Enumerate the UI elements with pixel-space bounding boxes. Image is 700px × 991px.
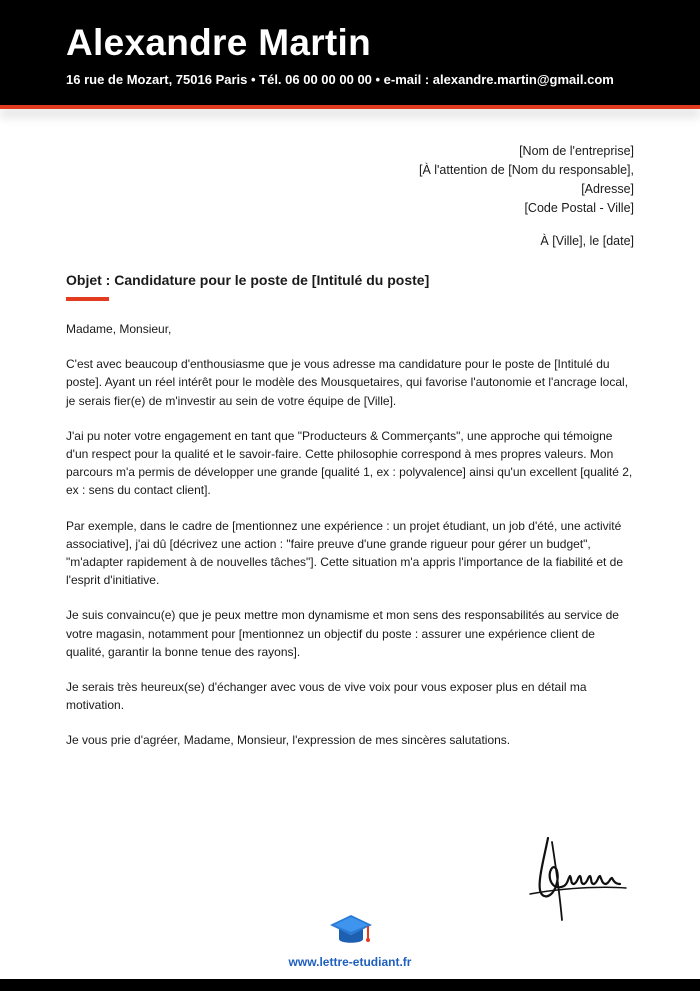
paragraph-2: J'ai pu noter votre engagement en tant que "Producteurs & Commerçants", une approche qui témoigne d'un respect pour la qualité et le savoir-faire. Cette philosophie correspond à mes propres valeurs. Mon parcours m'a permis de développer une grande [qualité 1, ex : polyvalence] ainsi qu'un excellent [qualité 2, ex : sens du contact client].: [66, 428, 633, 498]
paragraph-5: Je serais très heureux(se) d'échanger avec vous de vive voix pour vous exposer plus en détail ma motivation.: [66, 680, 587, 713]
website-link[interactable]: www.lettre-etudiant.fr: [288, 955, 412, 969]
header-band: [0, 0, 700, 105]
header-accent-line: [0, 105, 700, 109]
letter-subject: Objet : Candidature pour le poste de [Intitulé du poste]: [66, 272, 430, 288]
closing: Je vous prie d'agréer, Madame, Monsieur, l'expression de mes sincères salutations.: [66, 733, 511, 748]
applicant-contact: 16 rue de Mozart, 75016 Paris • Tél. 06 00 00 00 00 • e-mail : alexandre.martin@gmail.com: [66, 72, 614, 87]
subject-underline: [66, 297, 109, 301]
paragraph-1: C'est avec beaucoup d'enthousiasme que je vous adresse ma candidature pour le poste de [Intitulé du poste]. Ayant un réel intérêt pour le modèle des Mousquetaires, qui favorise l'autonomie et l'ancrage local, je serais fier(e) de m'investir au sein de votre équipe de [Ville].: [66, 357, 629, 408]
salutation: Madame, Monsieur,: [66, 322, 172, 336]
place-date: À [Ville], le [date]: [540, 234, 634, 248]
graduation-cap-icon: [328, 913, 374, 949]
recipient-address: [Adresse]: [581, 182, 634, 196]
footer-band: [0, 979, 700, 991]
signature-icon: [522, 828, 632, 928]
applicant-name: Alexandre Martin: [66, 22, 371, 63]
paragraph-3: Par exemple, dans le cadre de [mentionnez une expérience : un projet étudiant, un job d'été, une activité associative], j'ai dû [décrivez une action : "faire preuve d'une grande rigueur pour gérer un budget", "m'adapter rapidement à de nouvelles tâches"]. Cette situation m'a appris l'importance de la fiabilité et de l'esprit d'initiative.: [66, 518, 624, 588]
letter-body: [66, 320, 636, 767]
recipient-postal: [Code Postal - Ville]: [524, 201, 634, 215]
recipient-block: [419, 142, 634, 218]
paragraph-4: Je suis convaincu(e) que je peux mettre mon dynamisme et mon sens des responsabilités au service de votre magasin, notamment pour [mentionnez un objectif du poste : assurer une expérience client de qualité, garantir la bonne tenue des rayons].: [66, 608, 619, 659]
recipient-attention: [À l'attention de [Nom du responsable],: [418, 163, 634, 177]
recipient-company: [Nom de l'entreprise]: [519, 144, 634, 158]
